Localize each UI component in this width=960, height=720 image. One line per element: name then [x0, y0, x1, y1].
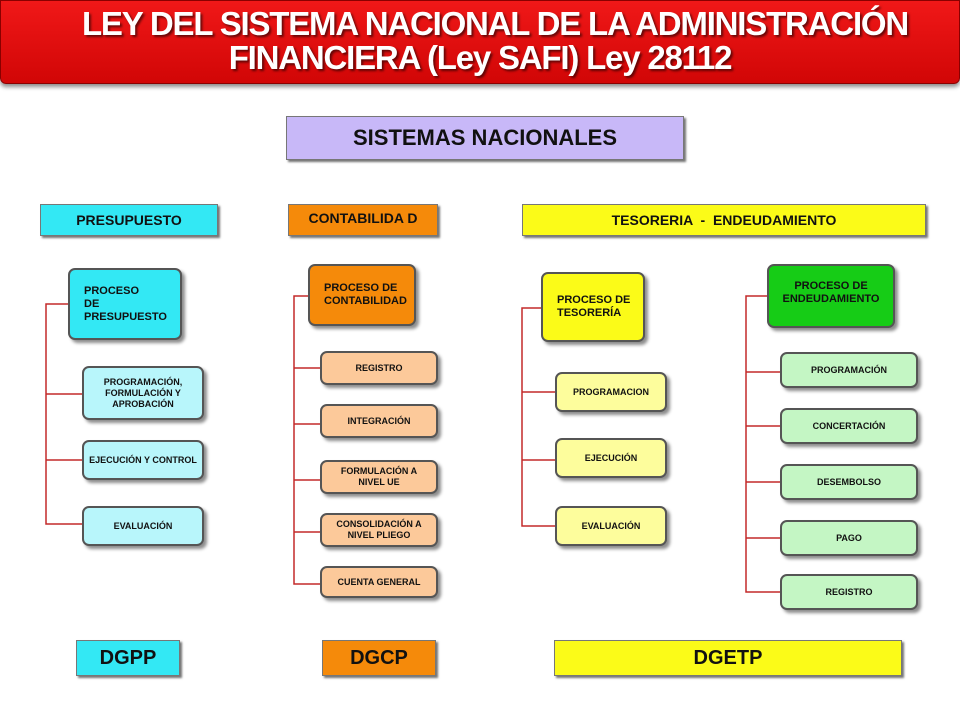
office-dgpp-label: DGPP — [99, 646, 157, 669]
step-presupuesto-evaluacion — [82, 506, 204, 546]
title-line-2: FINANCIERA (Ley SAFI) Ley 28112 — [228, 39, 732, 76]
office-dgetp-label: DGETP — [693, 646, 763, 669]
process-endeudamiento-label: PROCESO DE ENDEUDAMIENTO — [782, 280, 880, 305]
step-label: EVALUACIÓN — [113, 520, 173, 531]
step-tesoreria-evaluacion — [555, 506, 667, 546]
step-tesoreria-programacion — [555, 372, 667, 412]
step-contabilidad-consolidacion — [320, 513, 438, 547]
step-endeudamiento-programacion — [780, 352, 918, 388]
step-presupuesto-programacion — [82, 366, 204, 420]
step-label: PROGRAMACION — [573, 386, 649, 397]
title-line-1: LEY DEL SISTEMA NACIONAL DE LA ADMINISTRACIÓN — [81, 5, 909, 42]
step-endeudamiento-registro — [780, 574, 918, 610]
step-endeudamiento-pago — [780, 520, 918, 556]
process-presupuesto-label: PROCESO DE PRESUPUESTO — [84, 284, 167, 323]
office-dgpp — [76, 640, 180, 676]
office-dgetp — [554, 640, 902, 676]
step-label: PROGRAMACIÓN, FORMULACIÓN Y APROBACIÓN — [103, 376, 183, 409]
step-presupuesto-ejecucion — [82, 440, 204, 480]
step-label: PAGO — [836, 532, 862, 543]
step-label: CONSOLIDACIÓN A NIVEL PLIEGO — [336, 519, 422, 540]
step-label: INTEGRACIÓN — [347, 415, 411, 426]
step-label: PROGRAMACIÓN — [811, 364, 887, 375]
process-tesoreria-label: PROCESO DE TESORERÍA — [557, 294, 631, 319]
process-tesoreria — [541, 272, 645, 342]
step-label: CUENTA GENERAL — [337, 576, 421, 587]
step-label: EVALUACIÓN — [581, 520, 641, 531]
office-dgcp — [322, 640, 436, 676]
step-contabilidad-formulacion — [320, 460, 438, 494]
step-endeudamiento-concertacion — [780, 408, 918, 444]
step-label: EJECUCIÓN — [584, 452, 638, 463]
step-label: DESEMBOLSO — [816, 476, 881, 487]
step-label: EJECUCIÓN Y CONTROL — [89, 454, 197, 465]
office-dgcp-label: DGCP — [350, 646, 408, 669]
step-label: FORMULACIÓN A NIVEL UE — [340, 466, 418, 487]
header-tesoreria-endeudamiento-label: TESORERIA - ENDEUDAMIENTO — [611, 212, 837, 228]
step-tesoreria-ejecucion — [555, 438, 667, 478]
step-endeudamiento-desembolso — [780, 464, 918, 500]
process-contabilidad — [308, 264, 416, 326]
step-contabilidad-registro — [320, 351, 438, 385]
subtitle-text: SISTEMAS NACIONALES — [352, 125, 618, 150]
process-endeudamiento — [767, 264, 895, 328]
header-contabilidad-label: CONTABILIDA D — [308, 210, 418, 226]
step-label: CONCERTACIÓN — [812, 420, 886, 431]
process-presupuesto — [68, 268, 182, 340]
connector-contabilidad — [294, 296, 320, 584]
connector-endeudamiento — [746, 296, 780, 592]
step-label: REGISTRO — [825, 586, 873, 597]
step-contabilidad-integracion — [320, 404, 438, 438]
step-label: REGISTRO — [355, 362, 403, 373]
process-contabilidad-label: PROCESO DE CONTABILIDAD — [324, 282, 407, 307]
header-presupuesto-label: PRESUPUESTO — [76, 212, 182, 228]
step-contabilidad-cuenta-general — [320, 566, 438, 598]
